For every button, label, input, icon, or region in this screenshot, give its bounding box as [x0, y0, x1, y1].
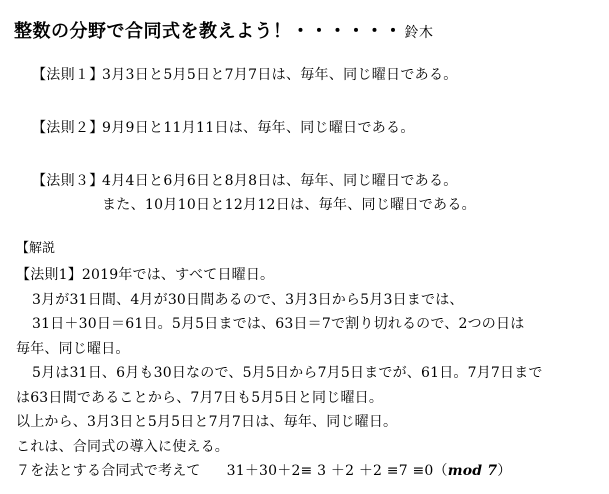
- explanation-line: これは、合同式の導入に使える。: [16, 438, 229, 455]
- explanation-body: [16, 263, 596, 484]
- law-3: [32, 170, 476, 213]
- law-2-text: 9月9日と11月11日は、毎年、同じ曜日である。: [102, 120, 415, 136]
- congruence-formula: [16, 459, 596, 484]
- formula-text: ７を法とする合同式で考えて: [16, 463, 201, 479]
- explanation-line: 31日＋30日＝61日。5月5日までは、63日＝7で割り切れるので、2つの日は: [32, 316, 525, 332]
- explanation-line: 以上から、3月3日と5月5日と7月7日は、毎年、同じ曜日。: [16, 414, 398, 430]
- explanation-line: 5月は31日、6月も30日なので、5月5日から7月5日までが、61日。7月7日まで: [32, 365, 543, 381]
- law-3-continuation: また、10月10日と12月12日は、毎年、同じ曜日である。: [102, 197, 476, 213]
- formula-mod: mod 7: [447, 463, 498, 479]
- explanation-heading: 【解説: [16, 241, 56, 256]
- author-name: 鈴木: [404, 25, 434, 41]
- page-title: [14, 17, 434, 43]
- law-3-text: 4月4日と6月6日と8月8日は、毎年、同じ曜日である。: [102, 173, 458, 189]
- law-2: [32, 117, 415, 137]
- law-2-label: 【法則２】: [32, 120, 104, 136]
- law-1-text: 3月3日と5月5日と7月7日は、毎年、同じ曜日である。: [102, 67, 458, 83]
- explanation-line: 【法則1】2019年では、すべて日曜日。: [16, 267, 275, 283]
- law-3-label: 【法則３】: [32, 173, 104, 189]
- explanation-line: は63日間であることから、7月7日も5月5日と同じ曜日。: [16, 389, 384, 406]
- formula-math: 31＋30＋2≡ 3 ＋2 ＋2 ≡7 ≡0（: [226, 463, 448, 479]
- law-1-label: 【法則１】: [32, 67, 104, 83]
- explanation-line: 毎年、同じ曜日。: [16, 340, 130, 357]
- law-1: [32, 64, 458, 84]
- title-heading: 整数の分野で合同式を教えよう！・・・・・・: [14, 21, 403, 42]
- formula-close: ）: [497, 463, 512, 479]
- explanation-line: 3月が31日間、4月が30日間あるので、3月3日から5月3日までは、: [32, 291, 464, 308]
